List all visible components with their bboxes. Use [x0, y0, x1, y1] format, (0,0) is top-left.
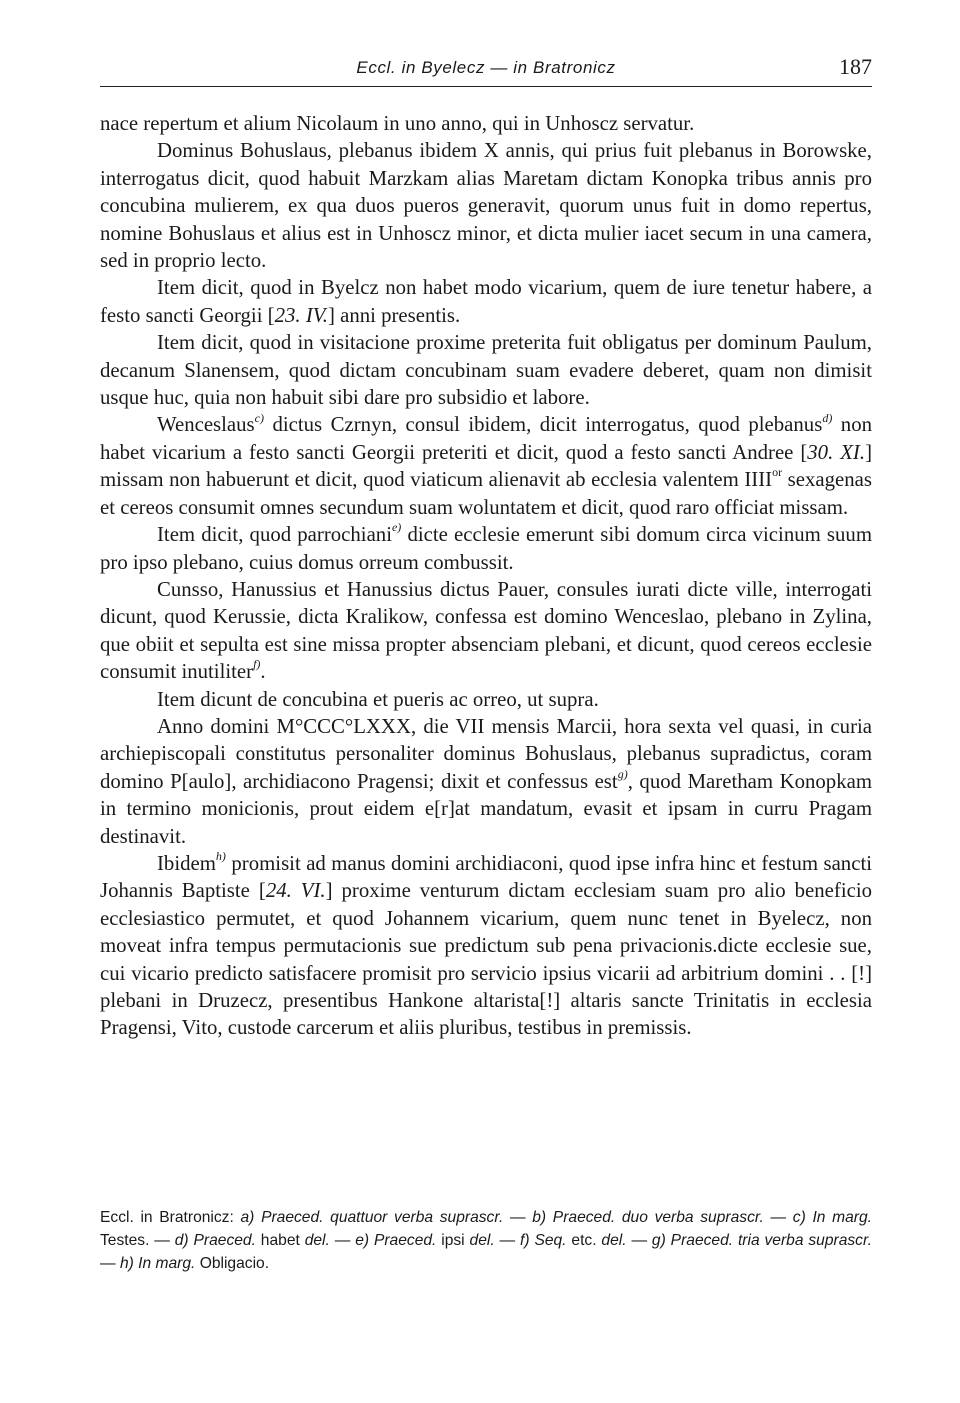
text-run: dictus Czrnyn, consul ibidem, dicit interrogatus, quod plebanus — [263, 413, 823, 437]
dash: — — [503, 1209, 533, 1226]
paragraph-10 — [100, 850, 872, 1042]
page-header — [100, 52, 872, 87]
paragraph-6 — [100, 521, 872, 576]
footnote-marker-f: f) — [253, 657, 261, 672]
footnote-key: h) — [119, 1255, 134, 1272]
paragraph-3 — [100, 274, 872, 329]
footnote-key: e) — [355, 1232, 370, 1249]
text-run: Wenceslaus — [157, 413, 255, 437]
dash: — — [100, 1255, 120, 1272]
footnote-text: del. — [601, 1232, 627, 1249]
dash: — — [763, 1209, 793, 1226]
paragraph-2: Dominus Bohuslaus, plebanus ibidem X annis, qui prius fuit plebanus in Borowske, interrogatus dicit, quod habuit Marzkam alias Maretam dictam Konopka tribus annis pro concubina mulierem, ex qua duos pueros generavit, quorum unus fuit in domo repertus, nomine Bohuslaus et alius est in Unhoscz minor, et dicta mulier iacet secum in una camera, sed in proprio lecto. — [100, 139, 872, 273]
text-run: . — [260, 660, 266, 684]
text-run: ] anni presentis. — [327, 303, 461, 327]
footnote-word: ipsi — [441, 1232, 465, 1249]
footnote-text: Seq. — [534, 1232, 567, 1249]
main-text — [100, 110, 872, 1042]
text-run: Item dicit, quod parrochiani — [157, 523, 392, 547]
date-reference: 23. IV. — [274, 303, 328, 327]
footnote-marker-g: g) — [617, 766, 628, 781]
footnote-text: In marg. — [138, 1255, 196, 1272]
footnote-marker-h: h) — [215, 849, 226, 864]
footnote-text: Praeced. quattuor verba suprascr. — [261, 1209, 504, 1226]
text-run: non habet vicarium a festo sancti Georgii preteriti et dicit, quod a festo sancti Andree [ — [100, 413, 873, 464]
footnote-marker-c: c) — [254, 410, 264, 425]
footnote-key: b) — [532, 1209, 547, 1226]
text-run: ] missam non habuerunt et dicit, quod viaticum alienavit ab ecclesia valentem IIII — [100, 440, 872, 492]
text-run: ] proxime venturum dictam ecclesiam suam pro alio beneficio ecclesiastico permutet, et quod Johannem vicarium, quem nunc tenet in Byelecz, non moveat infra tempus permutacionis sue predictum sub pena privacionis.dicte ecclesie sue, cui vicario predicto satisfacere promisit pro servicio ipsius vicarii ad arbitrium domini . . [!] plebani in Druzecz, presentibus Hankone altarista[!] altaris sancte Trinitatis in ecclesia Pragensi, Vito, custode carcerum et aliis pluribus, testibus in premissis. — [100, 879, 872, 1040]
footnote-key: d) — [174, 1232, 189, 1249]
text-run: promisit ad manus domini archidiaconi, quod ipse infra hinc et festum sancti Johannis Baptiste [ — [100, 851, 872, 903]
footnote-key: a) — [240, 1209, 255, 1226]
paragraph-7 — [100, 576, 872, 686]
footnote-word: Obligacio. — [199, 1255, 270, 1272]
text-run: Item dicit, quod in Byelcz non habet modo vicarium, quem de iure tenetur habere, a festo sancti Georgii [ — [100, 276, 872, 327]
paragraph-8: Item dicunt de concubina et pueris ac orreo, ut supra. — [157, 687, 599, 711]
footnote-text: In marg. — [812, 1209, 872, 1226]
text-run: Cunsso, Hanussius et Hanussius dictus Pauer, consules iurati dicte ville, interrogati dicunt, quod Kerussie, dicta Kralikow, confessa est domino Wenceslao, plebano in Zylina, que obiit et sepulta est sine missa propter absenciam plebani, et dicunt, quod cereos ecclesie consumit inutiliter — [100, 577, 872, 684]
date-reference: 24. VI. — [265, 879, 326, 903]
footnote-word: etc. — [571, 1232, 597, 1249]
footnote-word: Testes. — [100, 1232, 150, 1249]
footnotes — [100, 1206, 872, 1275]
superscript-or: or — [772, 465, 783, 480]
footnote-key: c) — [792, 1209, 806, 1226]
text-run: , quod Maretham Konopkam in termino monicionis, prout eidem e[r]at mandatum, evasit et ipsam in curru Pragam destinavit. — [100, 769, 872, 848]
paragraph-1: nace repertum et alium Nicolaum in uno anno, qui in Unhoscz servatur. — [100, 112, 695, 135]
footnote-lead: Eccl. in Bratronicz: — [100, 1209, 234, 1226]
footnote-marker-d: d) — [822, 410, 833, 425]
footnote-text: Praeced. duo verba suprascr. — [552, 1209, 764, 1226]
footnote-text: Praeced. — [373, 1232, 437, 1249]
footnote-marker-e: e) — [391, 520, 402, 535]
footnote-text: del. — [469, 1232, 495, 1249]
dash: — — [626, 1232, 652, 1249]
page-number: 187 — [839, 54, 872, 79]
footnote-text: Praeced. — [193, 1232, 256, 1249]
footnote-text: del. — [304, 1232, 330, 1249]
dash: — — [149, 1232, 175, 1249]
footnote-word: habet — [260, 1232, 300, 1249]
date-reference: 30. XI. — [807, 440, 866, 464]
dash: — — [329, 1232, 356, 1249]
footnote-text: Praeced. tria verba suprascr. — [670, 1232, 872, 1249]
footnote-key: f) — [520, 1232, 530, 1249]
paragraph-9 — [100, 713, 872, 850]
footnote-key: g) — [651, 1232, 666, 1249]
text-run: Anno domini M°CCC°LXXX, die VII mensis Marcii, hora sexta vel quasi, in curia archiepiscopali constitutus personaliter dominus Bohuslaus, plebanus supradictus, coram domino P[aulo], archidiacono Pragensi; dixit et confessus est — [100, 714, 872, 793]
text-run: Ibidem — [157, 851, 216, 875]
text-run: sexagenas et cereos consumit omnes secundum suam woluntatem et dicit, quod raro officiat missam. — [100, 468, 872, 519]
dash: — — [494, 1232, 521, 1249]
running-title: Eccl. in Byelecz — in Bratronicz — [356, 58, 616, 77]
text-run: dicte ecclesie emerunt sibi domum circa vicinum suum pro ipso plebano, cuius domus orreum combussit. — [100, 523, 872, 574]
paragraph-4: Item dicit, quod in visitacione proxime preterita fuit obligatus per dominum Paulum, decanum Slanensem, quod dictam concubinam suam evadere deberet, quam non dimisit usque huc, quia non habuit sibi dare pro subsidio et labore. — [100, 331, 872, 410]
paragraph-5 — [100, 411, 872, 521]
